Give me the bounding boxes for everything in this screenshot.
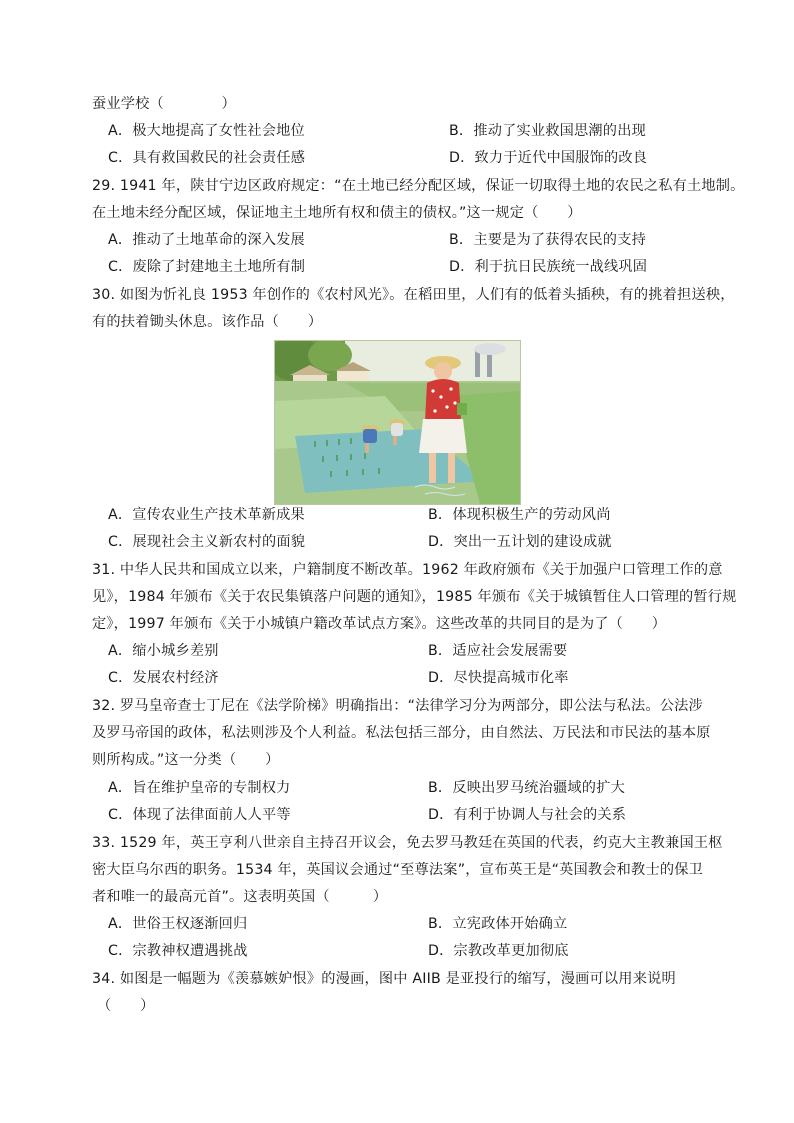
q33-stem-line-3: 者和唯一的最高元首”。这表明英国（ ） xyxy=(92,889,388,905)
q30-stem-line-1: 30. 如图为忻礼良 1953 年创作的《农村风光》。在稻田里，人们有的低着头插秧，有的挑着担送秧， xyxy=(92,287,735,303)
q30-option-d: D．突出一五计划的建设成就 xyxy=(428,534,612,550)
q31-option-b: B．适应社会发展需要 xyxy=(428,643,568,659)
q33-stem-line-2: 密大臣乌尔西的职务。1534 年，英国议会通过“至尊法案”，宣布英王是“英国教会和教士的保卫 xyxy=(92,862,703,878)
question-28-stem-tail: 蚕业学校（ ） xyxy=(92,96,236,112)
q32-option-a: A．旨在维护皇帝的专制权力 xyxy=(108,780,291,796)
q28-option-a: A．极大地提高了女性社会地位 xyxy=(108,123,305,139)
q31-stem-line-3: 定》，1997 年颁布《关于小城镇户籍改革试点方案》。这些改革的共同目的是为了（ ） xyxy=(92,616,667,632)
q28-option-c: C．具有救国救民的社会责任感 xyxy=(108,150,306,166)
q29-option-a: A．推动了土地革命的深入发展 xyxy=(108,232,305,248)
q33-stem-line-1: 33. 1529 年，英王亨利八世亲自主持召开议会，免去罗马教廷在英国的代表，约克大主教兼国王枢 xyxy=(92,835,723,851)
q31-stem-line-1: 31. 中华人民共和国成立以来，户籍制度不断改革。1962 年政府颁布《关于加强户口管理工作的意 xyxy=(92,562,723,578)
q30-stem-line-2: 有的扶着锄头休息。该作品（ ） xyxy=(92,314,323,330)
q33-option-d: D．宗教改革更加彻底 xyxy=(428,943,569,959)
q29-stem-line-2: 在土地未经分配区域，保证地主土地所有权和债主的债权。”这一规定（ ） xyxy=(92,205,582,221)
q29-option-d: D．利于抗日民族统一战线巩固 xyxy=(449,259,648,275)
q33-option-c: C．宗教神权遭遇挑战 xyxy=(108,943,248,959)
q28-option-d: D．致力于近代中国服饰的改良 xyxy=(449,150,648,166)
rural-scenery-painting xyxy=(274,340,521,505)
q34-stem-line-1: 34. 如图是一幅题为《羡慕嫉妒恨》的漫画，图中 AIIB 是亚投行的缩写，漫画可以用来说明 xyxy=(92,971,676,987)
q32-option-d: D．有利于协调人与社会的关系 xyxy=(428,807,627,823)
q29-option-b: B．主要是为了获得农民的支持 xyxy=(449,232,646,248)
q32-stem-line-3: 则所构成。”这一分类（ ） xyxy=(92,752,280,768)
q28-option-b: B．推动了实业救国思潮的出现 xyxy=(449,123,646,139)
q32-option-b: B．反映出罗马统治疆域的扩大 xyxy=(428,780,625,796)
q33-option-b: B．立宪政体开始确立 xyxy=(428,916,568,932)
q31-stem-line-2: 见》，1984 年颁布《关于农民集镇落户问题的通知》，1985 年颁布《关于城镇暂住人口管理的暂行规 xyxy=(92,589,737,605)
q32-stem-line-1: 32. 罗马皇帝查士丁尼在《法学阶梯》明确指出：“法律学习分为两部分，即公法与私法。公法涉 xyxy=(92,698,703,714)
q31-option-a: A．缩小城乡差别 xyxy=(108,643,219,659)
q29-stem-line-1: 29. 1941 年，陕甘宁边区政府规定：“在土地已经分配区域，保证一切取得土地的农民之私有土地制。 xyxy=(92,178,745,194)
q32-stem-line-2: 及罗马帝国的政体，私法则涉及个人利益。私法包括三部分，由自然法、万民法和市民法的基本原 xyxy=(92,725,711,741)
q33-option-a: A．世俗王权逐渐回归 xyxy=(108,916,248,932)
q34-stem-line-2: （ ） xyxy=(97,998,155,1014)
painting-rural-scenery-icon xyxy=(275,341,520,504)
q30-option-a: A．宣传农业生产技术革新成果 xyxy=(108,507,305,523)
q30-option-c: C．展现社会主义新农村的面貌 xyxy=(108,534,306,550)
q31-option-d: D．尽快提高城市化率 xyxy=(428,670,569,686)
q30-option-b: B．体现积极生产的劳动风尚 xyxy=(428,507,611,523)
q29-option-c: C．废除了封建地主土地所有制 xyxy=(108,259,306,275)
q32-option-c: C．体现了法律面前人人平等 xyxy=(108,807,291,823)
q31-option-c: C．发展农村经济 xyxy=(108,670,219,686)
